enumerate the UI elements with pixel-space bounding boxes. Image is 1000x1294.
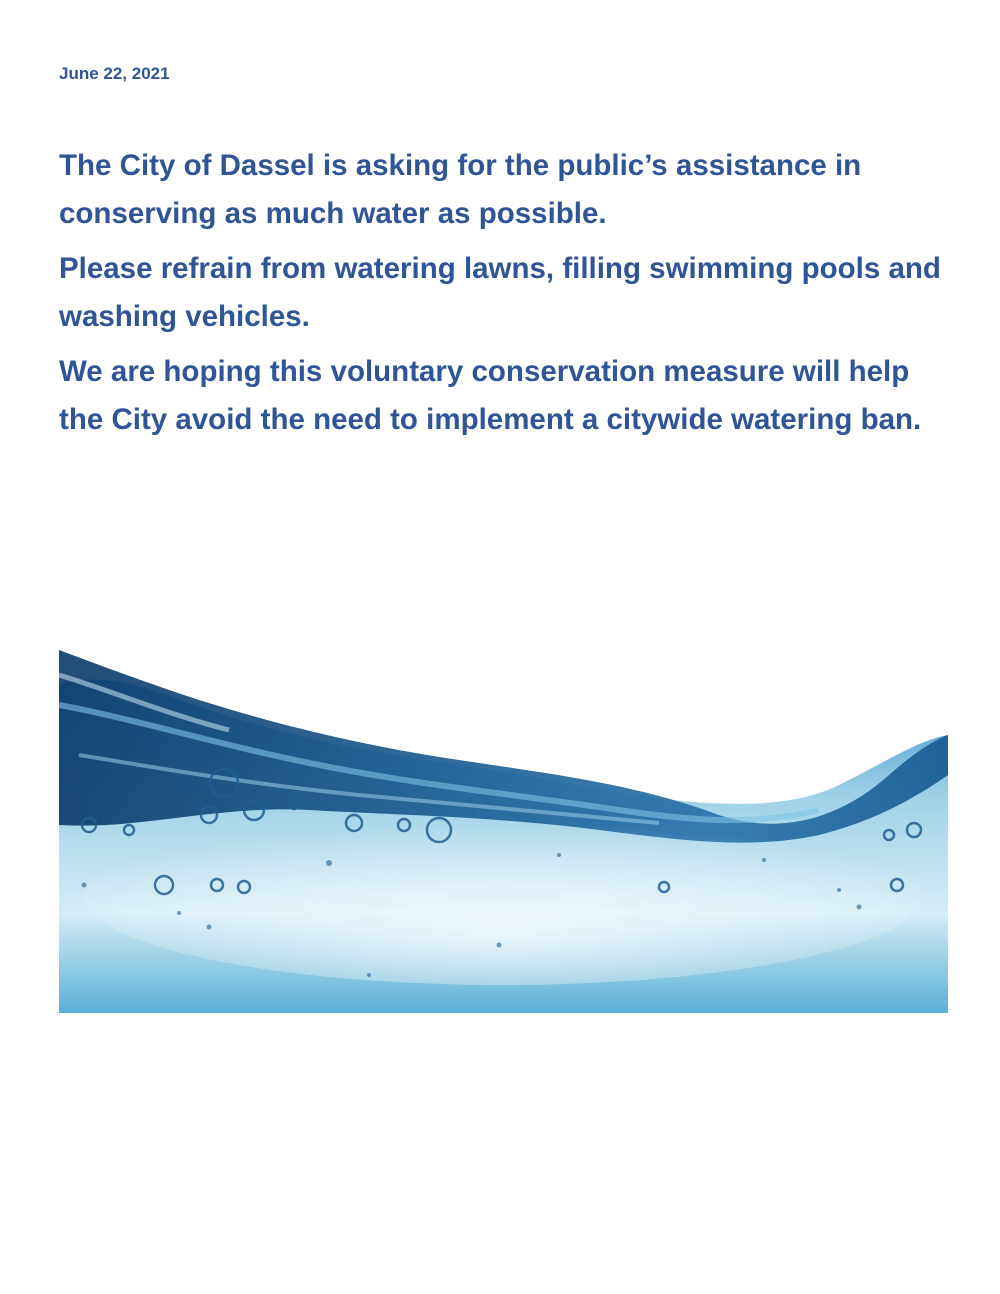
notice-body xyxy=(59,142,959,451)
notice-paragraph: The City of Dassel is asking for the public’s assistance in conserving as much water as possible. xyxy=(59,149,862,230)
notice-paragraph: We are hoping this voluntary conservation measure will help the City avoid the need to implement a citywide watering ban. xyxy=(59,355,922,436)
notice-paragraph: Please refrain from watering lawns, filling swimming pools and washing vehicles. xyxy=(59,252,941,333)
notice-date: June 22, 2021 xyxy=(59,64,170,83)
water-splash-image xyxy=(59,645,948,1013)
